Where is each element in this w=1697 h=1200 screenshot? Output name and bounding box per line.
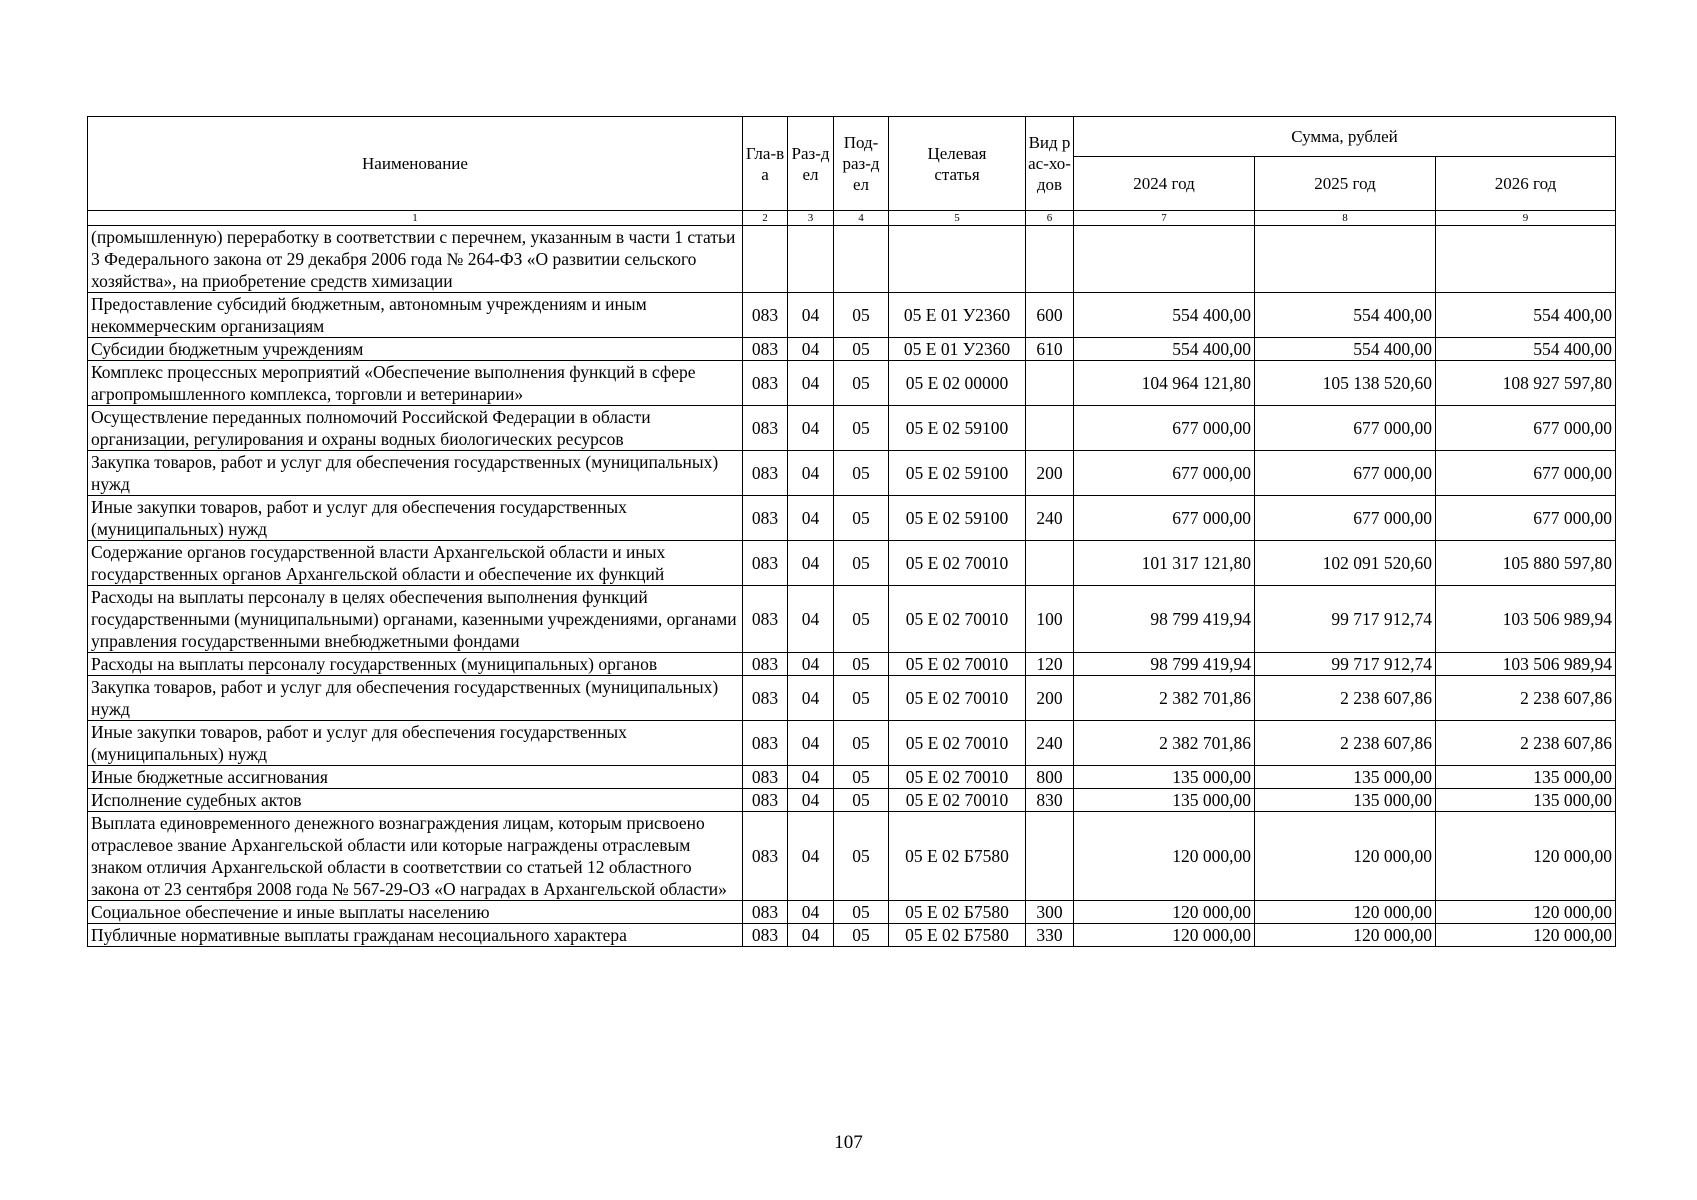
col-number-4: 4: [834, 211, 889, 226]
expense-type-cell: 300: [1026, 901, 1074, 924]
chapter-cell: 083: [743, 361, 788, 406]
amount-2025-cell: 677 000,00: [1255, 496, 1436, 541]
table-row: [88, 406, 1616, 451]
name-cell: Осуществление переданных полномочий Российской Федерации в области организации, регулирования и охраны водных биологических ресурсов: [88, 406, 743, 451]
expense-type-cell: [1026, 812, 1074, 901]
amount-2024-cell: 135 000,00: [1074, 789, 1255, 812]
subsection-cell: 05: [834, 924, 889, 947]
amount-2024-cell: 98 799 419,94: [1074, 586, 1255, 653]
chapter-cell: 083: [743, 924, 788, 947]
header-name: Наименование: [88, 117, 743, 211]
subsection-cell: 05: [834, 541, 889, 586]
name-cell: Иные закупки товаров, работ и услуг для обеспечения государственных (муниципальных) нужд: [88, 721, 743, 766]
target-cell: 05 Е 02 70010: [889, 586, 1026, 653]
target-cell: 05 Е 02 00000: [889, 361, 1026, 406]
amount-2024-cell: 120 000,00: [1074, 901, 1255, 924]
expense-type-cell: 200: [1026, 676, 1074, 721]
subsection-cell: 05: [834, 586, 889, 653]
target-cell: 05 Е 02 59100: [889, 496, 1026, 541]
expense-type-cell: 330: [1026, 924, 1074, 947]
expense-type-cell: 200: [1026, 451, 1074, 496]
target-cell: 05 Е 02 70010: [889, 766, 1026, 789]
name-cell: Выплата единовременного денежного вознаграждения лицам, которым присвоено отраслевое звание Архангельской области или которые награждены отраслевым знаком отличия Архангельской области в соответствии со статьей 12 областного закона от 23 сентября 2008 года № 567-29-ОЗ «О наградах в Архангельской области»: [88, 812, 743, 901]
subsection-cell: 05: [834, 766, 889, 789]
amount-2026-cell: 120 000,00: [1436, 924, 1616, 947]
table-row: [88, 766, 1616, 789]
name-cell: Закупка товаров, работ и услуг для обеспечения государственных (муниципальных) нужд: [88, 451, 743, 496]
expense-type-cell: [1026, 361, 1074, 406]
subsection-cell: 05: [834, 496, 889, 541]
amount-2025-cell: 677 000,00: [1255, 406, 1436, 451]
section-cell: 04: [788, 586, 834, 653]
amount-2025-cell: 554 400,00: [1255, 338, 1436, 361]
chapter-cell: 083: [743, 406, 788, 451]
target-cell: 05 Е 02 59100: [889, 451, 1026, 496]
amount-2026-cell: 135 000,00: [1436, 766, 1616, 789]
expense-type-cell: 830: [1026, 789, 1074, 812]
table-row: [88, 924, 1616, 947]
subsection-cell: 05: [834, 721, 889, 766]
target-cell: 05 Е 02 Б7580: [889, 901, 1026, 924]
table-row: [88, 586, 1616, 653]
chapter-cell: 083: [743, 676, 788, 721]
expense-type-cell: 800: [1026, 766, 1074, 789]
section-cell: 04: [788, 496, 834, 541]
subsection-cell: 05: [834, 789, 889, 812]
name-cell: Расходы на выплаты персоналу государственных (муниципальных) органов: [88, 653, 743, 676]
amount-2025-cell: 135 000,00: [1255, 766, 1436, 789]
section-cell: 04: [788, 541, 834, 586]
chapter-cell: 083: [743, 451, 788, 496]
name-cell: Комплекс процессных мероприятий «Обеспечение выполнения функций в сфере агропромышленного комплекса, торговли и ветеринарии»: [88, 361, 743, 406]
amount-2024-cell: 554 400,00: [1074, 338, 1255, 361]
amount-2026-cell: 103 506 989,94: [1436, 586, 1616, 653]
amount-2025-cell: 120 000,00: [1255, 901, 1436, 924]
amount-2024-cell: [1074, 226, 1255, 293]
section-cell: 04: [788, 789, 834, 812]
subsection-cell: 05: [834, 653, 889, 676]
table-row: [88, 901, 1616, 924]
expense-type-cell: 240: [1026, 721, 1074, 766]
subsection-cell: 05: [834, 451, 889, 496]
header-section: Раз-дел: [788, 117, 834, 211]
chapter-cell: 083: [743, 653, 788, 676]
name-cell: Содержание органов государственной власти Архангельской области и иных государственных органов Архангельской области и обеспечение их функций: [88, 541, 743, 586]
header-year-2025: 2025 год: [1255, 157, 1436, 211]
expense-type-cell: 600: [1026, 293, 1074, 338]
chapter-cell: 083: [743, 721, 788, 766]
chapter-cell: 083: [743, 766, 788, 789]
section-cell: 04: [788, 653, 834, 676]
subsection-cell: 05: [834, 901, 889, 924]
table-row: [88, 293, 1616, 338]
name-cell: Иные бюджетные ассигнования: [88, 766, 743, 789]
table-row: [88, 653, 1616, 676]
header-chapter: Гла-ва: [743, 117, 788, 211]
amount-2024-cell: 120 000,00: [1074, 924, 1255, 947]
amount-2025-cell: 677 000,00: [1255, 451, 1436, 496]
amount-2024-cell: 135 000,00: [1074, 766, 1255, 789]
amount-2026-cell: 677 000,00: [1436, 406, 1616, 451]
page-number: 107: [834, 1132, 863, 1153]
section-cell: 04: [788, 901, 834, 924]
expense-type-cell: [1026, 541, 1074, 586]
amount-2025-cell: 135 000,00: [1255, 789, 1436, 812]
name-cell: Иные закупки товаров, работ и услуг для обеспечения государственных (муниципальных) нужд: [88, 496, 743, 541]
table-row: [88, 496, 1616, 541]
name-cell: (промышленную) переработку в соответствии с перечнем, указанным в части 1 статьи 3 Федерального закона от 29 декабря 2006 года № 264-ФЗ «О развитии сельского хозяйства», на приобретение средств химизации: [88, 226, 743, 293]
col-number-7: 7: [1074, 211, 1255, 226]
amount-2025-cell: 99 717 912,74: [1255, 653, 1436, 676]
amount-2026-cell: 677 000,00: [1436, 496, 1616, 541]
table-row: [88, 541, 1616, 586]
section-cell: 04: [788, 451, 834, 496]
amount-2025-cell: 102 091 520,60: [1255, 541, 1436, 586]
section-cell: 04: [788, 406, 834, 451]
name-cell: Предоставление субсидий бюджетным, автономным учреждениям и иным некоммерческим организациям: [88, 293, 743, 338]
amount-2025-cell: 105 138 520,60: [1255, 361, 1436, 406]
header-expense-type: Вид рас-хо-дов: [1026, 117, 1074, 211]
amount-2026-cell: 120 000,00: [1436, 812, 1616, 901]
table-row: [88, 451, 1616, 496]
section-cell: [788, 226, 834, 293]
name-cell: Закупка товаров, работ и услуг для обеспечения государственных (муниципальных) нужд: [88, 676, 743, 721]
col-number-3: 3: [788, 211, 834, 226]
target-cell: 05 Е 01 У2360: [889, 293, 1026, 338]
target-cell: 05 Е 01 У2360: [889, 338, 1026, 361]
section-cell: 04: [788, 924, 834, 947]
amount-2026-cell: 135 000,00: [1436, 789, 1616, 812]
name-cell: Публичные нормативные выплаты гражданам несоциального характера: [88, 924, 743, 947]
name-cell: Социальное обеспечение и иные выплаты населению: [88, 901, 743, 924]
col-number-6: 6: [1026, 211, 1074, 226]
table-row: [88, 812, 1616, 901]
table-row: [88, 338, 1616, 361]
amount-2024-cell: 101 317 121,80: [1074, 541, 1255, 586]
header-year-2026: 2026 год: [1436, 157, 1616, 211]
target-cell: 05 Е 02 70010: [889, 676, 1026, 721]
amount-2025-cell: 120 000,00: [1255, 812, 1436, 901]
col-number-5: 5: [889, 211, 1026, 226]
target-cell: 05 Е 02 Б7580: [889, 924, 1026, 947]
col-number-8: 8: [1255, 211, 1436, 226]
amount-2026-cell: 677 000,00: [1436, 451, 1616, 496]
amount-2025-cell: 120 000,00: [1255, 924, 1436, 947]
section-cell: 04: [788, 721, 834, 766]
amount-2024-cell: 98 799 419,94: [1074, 653, 1255, 676]
amount-2024-cell: 2 382 701,86: [1074, 721, 1255, 766]
table-row: [88, 226, 1616, 293]
budget-table: [87, 116, 1616, 947]
chapter-cell: 083: [743, 586, 788, 653]
amount-2026-cell: 103 506 989,94: [1436, 653, 1616, 676]
target-cell: 05 Е 02 70010: [889, 721, 1026, 766]
section-cell: 04: [788, 293, 834, 338]
amount-2024-cell: 677 000,00: [1074, 496, 1255, 541]
col-number-1: 1: [88, 211, 743, 226]
col-number-2: 2: [743, 211, 788, 226]
expense-type-cell: 240: [1026, 496, 1074, 541]
subsection-cell: [834, 226, 889, 293]
chapter-cell: 083: [743, 338, 788, 361]
amount-2025-cell: [1255, 226, 1436, 293]
amount-2026-cell: 2 238 607,86: [1436, 676, 1616, 721]
target-cell: 05 Е 02 70010: [889, 789, 1026, 812]
target-cell: 05 Е 02 70010: [889, 653, 1026, 676]
target-cell: 05 Е 02 59100: [889, 406, 1026, 451]
amount-2024-cell: 677 000,00: [1074, 451, 1255, 496]
amount-2024-cell: 120 000,00: [1074, 812, 1255, 901]
amount-2024-cell: 104 964 121,80: [1074, 361, 1255, 406]
column-number-row: [88, 211, 1616, 226]
header-target: Целевая статья: [889, 117, 1026, 211]
subsection-cell: 05: [834, 293, 889, 338]
expense-type-cell: 100: [1026, 586, 1074, 653]
table-header: [88, 117, 1616, 226]
name-cell: Субсидии бюджетным учреждениям: [88, 338, 743, 361]
header-sum: Сумма, рублей: [1074, 117, 1616, 157]
subsection-cell: 05: [834, 676, 889, 721]
section-cell: 04: [788, 676, 834, 721]
section-cell: 04: [788, 766, 834, 789]
table-row: [88, 789, 1616, 812]
section-cell: 04: [788, 361, 834, 406]
amount-2024-cell: 554 400,00: [1074, 293, 1255, 338]
section-cell: 04: [788, 812, 834, 901]
amount-2025-cell: 554 400,00: [1255, 293, 1436, 338]
table-row: [88, 721, 1616, 766]
amount-2026-cell: 120 000,00: [1436, 901, 1616, 924]
chapter-cell: 083: [743, 789, 788, 812]
table-row: [88, 676, 1616, 721]
amount-2024-cell: 677 000,00: [1074, 406, 1255, 451]
amount-2026-cell: 108 927 597,80: [1436, 361, 1616, 406]
name-cell: Расходы на выплаты персоналу в целях обеспечения выполнения функций государственными (муниципальными) органами, казенными учреждениями, органами управления государственными внебюджетными фондами: [88, 586, 743, 653]
subsection-cell: 05: [834, 812, 889, 901]
target-cell: 05 Е 02 Б7580: [889, 812, 1026, 901]
chapter-cell: 083: [743, 812, 788, 901]
amount-2026-cell: [1436, 226, 1616, 293]
amount-2026-cell: 554 400,00: [1436, 293, 1616, 338]
target-cell: [889, 226, 1026, 293]
expense-type-cell: [1026, 226, 1074, 293]
amount-2026-cell: 554 400,00: [1436, 338, 1616, 361]
chapter-cell: 083: [743, 496, 788, 541]
target-cell: 05 Е 02 70010: [889, 541, 1026, 586]
amount-2024-cell: 2 382 701,86: [1074, 676, 1255, 721]
amount-2025-cell: 99 717 912,74: [1255, 586, 1436, 653]
name-cell: Исполнение судебных актов: [88, 789, 743, 812]
chapter-cell: 083: [743, 293, 788, 338]
chapter-cell: 083: [743, 541, 788, 586]
amount-2025-cell: 2 238 607,86: [1255, 676, 1436, 721]
header-year-2024: 2024 год: [1074, 157, 1255, 211]
section-cell: 04: [788, 338, 834, 361]
expense-type-cell: 610: [1026, 338, 1074, 361]
header-subsection: Под-раз-дел: [834, 117, 889, 211]
amount-2026-cell: 105 880 597,80: [1436, 541, 1616, 586]
expense-type-cell: [1026, 406, 1074, 451]
expense-type-cell: 120: [1026, 653, 1074, 676]
chapter-cell: [743, 226, 788, 293]
table-body: [88, 226, 1616, 947]
table-row: [88, 361, 1616, 406]
chapter-cell: 083: [743, 901, 788, 924]
subsection-cell: 05: [834, 406, 889, 451]
amount-2025-cell: 2 238 607,86: [1255, 721, 1436, 766]
subsection-cell: 05: [834, 338, 889, 361]
subsection-cell: 05: [834, 361, 889, 406]
col-number-9: 9: [1436, 211, 1616, 226]
amount-2026-cell: 2 238 607,86: [1436, 721, 1616, 766]
